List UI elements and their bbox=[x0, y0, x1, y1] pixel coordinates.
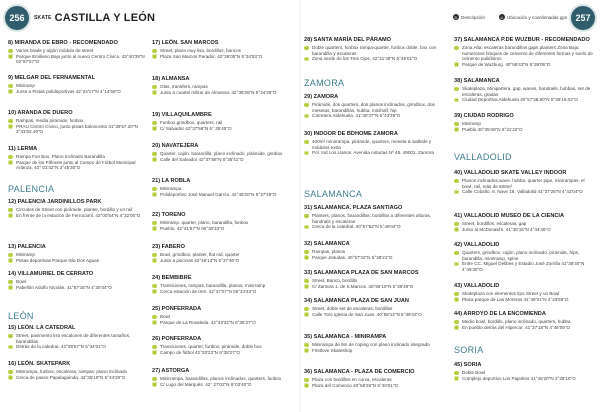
location-text: Junto a piscinas 42°46'13"N 6°37'46"O bbox=[160, 257, 240, 263]
location-text: Plaza del Comercio 40°58'26"N 5°40'01"O bbox=[312, 382, 399, 388]
spot-description bbox=[8, 333, 150, 344]
spot-entry bbox=[8, 244, 150, 263]
spot-entry bbox=[304, 131, 446, 156]
spot-location bbox=[454, 376, 596, 382]
spot-title: 23) FABERO bbox=[152, 244, 185, 250]
spot-entry bbox=[8, 325, 150, 350]
description-icon bbox=[454, 222, 459, 227]
description-icon bbox=[304, 279, 309, 284]
description-icon: D bbox=[454, 14, 458, 20]
description-text: Planters, planos, barandillas, bordillos a diferentes alturas, handrails y escaleras bbox=[312, 213, 431, 224]
spot-entry bbox=[304, 37, 446, 62]
spot-title: 18) ALMANSA bbox=[152, 76, 190, 82]
spot-location bbox=[454, 62, 596, 68]
location-icon bbox=[454, 127, 459, 132]
brand-small: SKATE bbox=[34, 15, 52, 22]
location-icon bbox=[454, 227, 459, 232]
spot-entry bbox=[304, 241, 446, 260]
location-icon bbox=[8, 160, 13, 165]
spot-title: 40) VALLADOLID SKATE VALLEY INDOOR bbox=[454, 170, 567, 176]
location-icon bbox=[304, 225, 309, 230]
spot-title: 9) MELGAR DEL FERNAMENTAL bbox=[8, 75, 96, 81]
spot-location bbox=[8, 54, 150, 65]
location-icon bbox=[8, 124, 13, 129]
spot-entry bbox=[454, 311, 596, 330]
spot-title: 26) PONFERRADA bbox=[152, 336, 202, 342]
location-text: Pueblo 40°35'49"N 6°31'22"O bbox=[462, 126, 523, 132]
description-icon bbox=[454, 122, 459, 127]
spot-title: 12) PALENCIA JARDINILLOS PARK bbox=[8, 199, 102, 205]
description-text: Rampas, media pirámide, funbox bbox=[16, 118, 84, 123]
spot-title: 24) BEMBIBRE bbox=[152, 275, 192, 281]
location-text: Pistas deportivas Parque Isla Dos Aguas bbox=[16, 257, 99, 263]
page-fold bbox=[299, 0, 301, 412]
spot-entry bbox=[304, 298, 446, 317]
location-icon bbox=[454, 62, 459, 67]
description-icon bbox=[304, 214, 309, 219]
spot-location bbox=[304, 113, 446, 119]
description-icon bbox=[304, 140, 309, 145]
spot-location bbox=[152, 90, 294, 96]
chapter-title bbox=[34, 12, 155, 24]
location-icon bbox=[454, 190, 459, 195]
location-icon bbox=[454, 376, 459, 381]
location-text: Calle del Salvador 42°37'58"N 5°35'41"O bbox=[160, 156, 244, 162]
location-text: Ciudad Deportiva Aldehuela 40°57'38.80"N 5°38'19.02"O bbox=[462, 97, 578, 103]
spot-title: 39) CIUDAD RODRIGO bbox=[454, 113, 514, 119]
spot-entry bbox=[304, 94, 446, 119]
spot-location bbox=[152, 289, 294, 295]
description-text: Planos inclinados,wave, hubba, quarter pipe, minirampas, el bowl, rail, más de 500m² bbox=[462, 178, 585, 189]
location-text: Calle Toro Iglesia de San Juan. 40°58'12"N 5°39'42"O bbox=[312, 311, 422, 317]
spot-title: 35) SALAMANCA - MINIRAMPA bbox=[304, 334, 387, 340]
description-icon bbox=[454, 292, 459, 297]
legend-description bbox=[453, 14, 485, 20]
location-text: Zona verde de los Tres Ojos. 42°21'38"N 5°45'01"O bbox=[312, 56, 418, 62]
location-text: Cerca de paseo Papalaguinda. 42°35'19"N 5°34'28"O bbox=[16, 374, 126, 380]
spot-entry bbox=[152, 76, 294, 95]
description-text: Miniramp, quarter, plano, barandilla, funbox bbox=[160, 220, 249, 225]
description-icon bbox=[8, 49, 13, 54]
spot-title: 43) VALLADOLID bbox=[454, 283, 500, 289]
description-text: Funbox,grindbox, quarters, rail bbox=[160, 120, 223, 125]
spot-location bbox=[454, 189, 596, 195]
description-icon bbox=[8, 208, 13, 213]
location-icon bbox=[152, 382, 157, 387]
description-text: Skateplaza, Minipartera, gap, wanes, handrails, hubbas, set de escaleras, gradas bbox=[462, 86, 591, 97]
location-text: C/ Salvador 42°37'58"N 5° 35'45"O bbox=[160, 125, 232, 131]
spot-entry bbox=[304, 270, 446, 289]
description-icon bbox=[152, 187, 157, 192]
spot-entry bbox=[152, 275, 294, 294]
spot-location bbox=[152, 126, 294, 132]
spot-entry bbox=[454, 113, 596, 132]
description-text: Skateplaza con elementos tipo Street y un Bowl bbox=[462, 291, 560, 296]
description-text: Miniramp bbox=[16, 252, 35, 257]
description-text: Medio bowl, bordillo, plano inclinado, quarters, hubba bbox=[462, 319, 571, 324]
region-heading: SORIA bbox=[454, 345, 484, 355]
spot-title: 37) SALAMANCA P.DE WUZBUR - RECOMENDADO bbox=[454, 37, 590, 43]
spot-title: 34) SALAMANCA PLAZA DE SAN JUAN bbox=[304, 298, 409, 304]
spot-entry bbox=[304, 369, 446, 388]
spot-location bbox=[454, 297, 596, 303]
description-text: Transiciones, quarter, funbox, pirámide, doble box bbox=[160, 344, 262, 349]
description-text: Minirampa bbox=[160, 186, 182, 191]
location-icon bbox=[152, 320, 157, 325]
description-text: Transiciones, rampas, barandilla, planos, minirramp bbox=[160, 283, 266, 288]
location-text: Parque Jesuitas. 40°57'32"N 5°38'21"O bbox=[312, 254, 393, 260]
spot-entry bbox=[454, 242, 596, 272]
spot-title: 33) SALAMANCA PLAZA DE SAN MARCOS bbox=[304, 270, 419, 276]
location-icon bbox=[454, 98, 459, 103]
spot-title: 38) SALAMANCA bbox=[454, 78, 500, 84]
spot-title: 45) SORIA bbox=[454, 362, 482, 368]
spot-title: 15) LEÓN. LA CATEDRAL bbox=[8, 325, 76, 331]
spot-title: 30) INDOOR DE BDHOME ZAMORA bbox=[304, 131, 398, 137]
spot-location bbox=[152, 226, 294, 232]
spot-title: 31) SALAMANCA. PLAZA SANTIAGO bbox=[304, 205, 403, 211]
description-icon bbox=[454, 371, 459, 376]
location-text: Firstlove Skateshop bbox=[312, 347, 353, 353]
spot-title: 27) ASTORGA bbox=[152, 368, 190, 374]
spot-title: 8) MIRANDA DE EBRO - RECOMENDADO bbox=[8, 40, 118, 46]
spot-entry bbox=[152, 368, 294, 387]
spot-location bbox=[454, 325, 596, 331]
description-icon bbox=[152, 221, 157, 226]
spot-title: 10) ARANDA DE DUERO bbox=[8, 110, 73, 116]
description-icon bbox=[8, 370, 13, 375]
spot-location bbox=[152, 350, 294, 356]
location-icon bbox=[304, 57, 309, 62]
spot-description bbox=[454, 86, 596, 97]
location-text: Junto al McDonald's. 41°38'15"N 4°44'45"O bbox=[462, 226, 551, 232]
description-text: Varios bowls y algún módulo de street bbox=[16, 48, 94, 53]
spot-description bbox=[304, 139, 446, 150]
spot-location bbox=[152, 157, 294, 163]
spot-location bbox=[8, 344, 150, 350]
spot-description bbox=[454, 178, 596, 189]
location-icon bbox=[304, 348, 309, 353]
spot-entry bbox=[152, 40, 294, 59]
location-icon bbox=[304, 151, 309, 156]
region-heading: ZAMORA bbox=[304, 78, 345, 88]
location-text: Junto a Pistas polideportivas 42°24'17"N 4°14'56"O bbox=[16, 88, 121, 94]
spot-location bbox=[152, 320, 294, 326]
description-text: Miniramp bbox=[462, 121, 481, 126]
description-text: Street, doble set de escaleras, bordillos bbox=[312, 306, 393, 311]
description-icon bbox=[304, 103, 309, 108]
description-text: Minirampa, funbox, escaleras, rampas, plano inclinado bbox=[16, 369, 128, 374]
location-icon bbox=[152, 90, 157, 95]
description-icon bbox=[304, 250, 309, 255]
description-text: Minirrampa, barandillas, planos inclinados, quarters, funbox bbox=[160, 376, 282, 381]
region-heading: VALLADOLID bbox=[454, 152, 512, 162]
location-text: C/ Lugo del Marqués. 42° 27'02"N 6°03'40"O bbox=[160, 381, 252, 387]
description-text: Bowl, grindbox, planter, flat rail, quarter bbox=[160, 252, 240, 257]
description-text: Street, pavimento liso escalones de diferentes tamaños, barandillas bbox=[16, 333, 131, 344]
location-icon bbox=[152, 126, 157, 131]
description-text: Minirampa de 9m de coping con plano inclinado integrado bbox=[312, 342, 430, 347]
description-icon bbox=[8, 334, 13, 339]
location-icon bbox=[8, 375, 13, 380]
location-icon bbox=[152, 258, 157, 263]
spot-entry bbox=[8, 146, 150, 171]
description-icon bbox=[304, 46, 309, 51]
spot-title: 29) ZAMORA bbox=[304, 94, 339, 100]
spot-location bbox=[8, 160, 150, 171]
spot-description bbox=[454, 250, 596, 261]
spot-location bbox=[8, 213, 150, 219]
spot-location bbox=[304, 383, 446, 389]
description-icon bbox=[152, 85, 157, 90]
spot-entry bbox=[152, 306, 294, 325]
location-text: Pol. Ind Los Llanos. Avenida Asturias Nº 48. 49001. Zamora bbox=[312, 150, 434, 156]
location-text: PRAU Centro Cívico, junto pistas baloncesto 41°39'57.20"N 3°41'53.49"O bbox=[16, 123, 138, 135]
spot-location bbox=[152, 258, 294, 264]
description-icon bbox=[304, 343, 309, 348]
location-text: Plaza parque de Las Moreras 41°39'31"N 4°43'56"O bbox=[462, 296, 569, 302]
description-icon bbox=[152, 253, 157, 258]
location-icon bbox=[8, 258, 13, 263]
description-icon bbox=[8, 253, 13, 258]
spot-title: 16) LEÓN. SKATEPARK bbox=[8, 361, 71, 367]
legend-label: Descripción bbox=[461, 14, 485, 20]
location-icon bbox=[152, 54, 157, 59]
location-icon bbox=[304, 114, 309, 119]
description-text: Bowl bbox=[160, 314, 170, 319]
spot-entry bbox=[304, 334, 446, 353]
location-text: Entre CC. Miguel Delibes y Estadio José Zorrilla 41°38'40"N 4°45'30"O bbox=[462, 261, 585, 272]
legend-label: Ubicación y coordenadas gps bbox=[507, 14, 568, 20]
spot-title: 44) ARROYO DE LA ENCOMIENDA bbox=[454, 311, 546, 317]
description-text: Rampas, planos bbox=[312, 249, 346, 254]
description-text: Quarters, grindbox, cajón, plano inclinado, pirámide, hips, barandilla, minirramp, spine bbox=[462, 250, 580, 261]
spot-entry bbox=[454, 78, 596, 103]
spot-entry bbox=[152, 112, 294, 131]
spot-description bbox=[304, 45, 446, 56]
description-text: Zona Alta: escaleras barandillas gaps planters Zona Baja: numerosos bloques de cemento de diferentes formas y suelo de cemento pulidísimo bbox=[462, 45, 593, 62]
spot-location bbox=[304, 284, 446, 290]
description-icon bbox=[152, 121, 157, 126]
legend-location bbox=[499, 14, 567, 20]
location-text: Polideportivo José Manuel García. 42°48'20"N 5°37'49"O bbox=[160, 191, 277, 197]
spot-location bbox=[152, 54, 294, 60]
region-heading: PALENCIA bbox=[8, 184, 55, 194]
spot-entry bbox=[152, 212, 294, 231]
description-icon bbox=[152, 345, 157, 350]
spot-location bbox=[152, 382, 294, 388]
description-text: Circuitos de Street con pirámide, planter, bordillo y un rail bbox=[16, 207, 133, 212]
spot-location bbox=[454, 97, 596, 103]
spot-entry bbox=[152, 244, 294, 263]
spot-location bbox=[152, 192, 294, 198]
spot-entry bbox=[8, 199, 150, 218]
description-text: Miniramp bbox=[16, 83, 35, 88]
spot-location bbox=[454, 127, 596, 133]
description-text: Street, Banco, bordillo bbox=[312, 278, 358, 283]
location-icon bbox=[454, 297, 459, 302]
location-icon bbox=[8, 213, 13, 218]
spot-description bbox=[304, 213, 446, 224]
location-icon bbox=[8, 54, 13, 59]
location-text: Carretera Aldehuela. 41°30'37"N 5°43'29"O bbox=[312, 113, 401, 119]
spot-location bbox=[304, 56, 446, 62]
description-icon bbox=[304, 378, 309, 383]
spot-location bbox=[304, 255, 446, 261]
location-text: Cerca de la catedral. 40°57'52"N 5°40'04"O bbox=[312, 224, 401, 230]
spot-location bbox=[304, 224, 446, 230]
spot-entry bbox=[152, 336, 294, 355]
spot-title: 22) TORENO bbox=[152, 212, 186, 218]
location-text: Parque de La Rosaleda. 42°43'32"N 6°36'27"O bbox=[160, 319, 256, 325]
spot-location bbox=[8, 89, 150, 95]
page-number-right: 257 bbox=[571, 6, 595, 30]
spot-title: 14) VILLAMURIEL DE CERRATO bbox=[8, 271, 94, 277]
region-heading: LEÓN bbox=[8, 311, 34, 321]
location-text: Parque de los Piñones junto al Campo de Fútbol Municipal Arlanza. 42° 01'42"N 3°45'30"O bbox=[16, 159, 136, 171]
location-icon bbox=[454, 325, 459, 330]
spot-entry bbox=[8, 271, 150, 290]
description-icon bbox=[454, 179, 459, 184]
description-icon bbox=[152, 377, 157, 382]
page-number-left: 256 bbox=[5, 6, 29, 30]
location-icon: U bbox=[500, 14, 504, 20]
location-icon bbox=[454, 262, 459, 267]
location-text: Cerca estación de tren. 42°37'07"N 06°24'43"O bbox=[160, 288, 257, 294]
spot-entry bbox=[152, 143, 294, 162]
spot-location bbox=[304, 348, 446, 354]
description-icon bbox=[8, 155, 13, 160]
spot-entry bbox=[454, 37, 596, 67]
spot-title: 28) SANTA MARÍA DEL PÁRAMO bbox=[304, 37, 392, 43]
description-icon bbox=[152, 152, 157, 157]
description-icon bbox=[454, 87, 459, 92]
spot-location bbox=[8, 285, 150, 291]
spot-location bbox=[454, 261, 596, 272]
spot-entry bbox=[454, 283, 596, 302]
spot-entry bbox=[8, 40, 150, 65]
spot-title: 25) PONFERRADA bbox=[152, 306, 202, 312]
spot-entry bbox=[8, 361, 150, 380]
spot-title: 21) LA ROBLA bbox=[152, 178, 191, 184]
spot-title: 42) VALLADOLID bbox=[454, 242, 500, 248]
location-text: Campo de fútbol 42°33'23"N 6°38'27"O bbox=[160, 349, 240, 355]
spot-title: 19) VILLAQUILAMBRE bbox=[152, 112, 212, 118]
spot-location bbox=[8, 258, 150, 264]
location-text: Parque de Wuzburg. 40°58'43"N 5°39'05"O bbox=[462, 61, 551, 67]
location-icon bbox=[152, 226, 157, 231]
location-text: Pueblo. 42°41'57"N 06°30'33"O bbox=[160, 225, 225, 231]
description-icon bbox=[8, 280, 13, 285]
spot-title: 20) NAVATEJERA bbox=[152, 143, 199, 149]
spot-title: 11) LERMA bbox=[8, 146, 38, 152]
spot-location bbox=[8, 124, 150, 135]
location-text: En frente de la estación de Ferrocarril. 42°00'54"N 4°32'00"O bbox=[16, 212, 141, 218]
spot-entry bbox=[454, 170, 596, 195]
description-icon bbox=[454, 46, 459, 51]
description-text: 400m² minirrampa, pirámide, quarters, meseta & wallride y módulos extra bbox=[312, 139, 432, 150]
spot-location bbox=[304, 150, 446, 156]
location-text: Detrás de la catedral. 42°35'57"N 5°34'01"O bbox=[16, 344, 106, 350]
location-icon bbox=[304, 383, 309, 388]
region-heading: SALAMANCA bbox=[304, 189, 363, 199]
spot-title: 17) LEÓN. SAN MARCOS bbox=[152, 40, 219, 46]
location-text: Junto a cuartel militar de Almansa. 42°36'26"N 5°34'36"O bbox=[160, 89, 277, 95]
location-icon bbox=[8, 89, 13, 94]
location-icon bbox=[152, 350, 157, 355]
spot-location bbox=[304, 312, 446, 318]
description-icon bbox=[454, 320, 459, 325]
location-text: Calle Cobalto, 8. Nave 18, Valladolid 41°37'25"N 4°42'04"O bbox=[462, 189, 583, 195]
description-text: Street, bordillos, escaleras, gap bbox=[462, 221, 527, 226]
spot-title: 32) SALAMANCA bbox=[304, 241, 350, 247]
spot-entry bbox=[8, 75, 150, 94]
description-icon bbox=[152, 49, 157, 54]
description-text: Doble quarters, funbox rampa-quarter, funbox doble, box con barandilla y escaleras bbox=[312, 45, 437, 56]
description-text: Quarter, cajón, barandilla, plano inclinado, pirámide, grinbox bbox=[160, 151, 283, 156]
spot-entry bbox=[454, 362, 596, 381]
description-text: Pirámide, dos quarters, dos planos inclinados, grindbox, dos mesetas, barandillas, hubba, minihalf, hip bbox=[312, 102, 435, 113]
location-icon bbox=[304, 312, 309, 317]
description-text: Rampa Fun Box, Plano Inclinado Barandilla bbox=[16, 154, 105, 159]
location-text: Complejo deportivo Los Pajaritos 41°45'20"N 2°28'10"O bbox=[462, 375, 576, 381]
description-text: Bowl bbox=[16, 279, 26, 284]
description-text: Street, plaza muy lisa, bordillos, bancos bbox=[160, 48, 241, 53]
location-icon bbox=[152, 289, 157, 294]
spot-title: 41) VALLADOLID MUSEO DE LA CIENCIA bbox=[454, 213, 565, 219]
spot-entry bbox=[454, 213, 596, 232]
location-icon bbox=[304, 284, 309, 289]
legend bbox=[453, 14, 577, 20]
description-icon bbox=[454, 251, 459, 256]
brand-title: CASTILLA Y LEÓN bbox=[54, 12, 156, 24]
spot-location bbox=[8, 375, 150, 381]
spot-description bbox=[454, 45, 596, 62]
spot-title: 13) PALENCIA bbox=[8, 244, 46, 250]
location-icon bbox=[152, 192, 157, 197]
description-icon bbox=[152, 315, 157, 320]
description-text: Olas, transfers, rampas bbox=[160, 84, 208, 89]
location-text: Pabellón Adolfo Nicolás. 41°57'16"N 4°30'44"O bbox=[16, 284, 112, 290]
description-icon bbox=[8, 84, 13, 89]
description-icon bbox=[304, 307, 309, 312]
description-text: Plaza con bordillos en curva, escaleras bbox=[312, 377, 392, 382]
description-icon bbox=[152, 284, 157, 289]
location-text: C/ Zamora 1. de S.Marcos. 40°58'10"N 5°39'49"O bbox=[312, 283, 414, 289]
spot-entry bbox=[8, 110, 150, 135]
location-icon bbox=[8, 345, 13, 350]
spot-entry bbox=[304, 205, 446, 230]
description-icon bbox=[8, 119, 13, 124]
location-icon bbox=[304, 255, 309, 260]
location-icon bbox=[152, 157, 157, 162]
location-text: Plaza San Marcos Parador. 42°36'05"N 5°34'53"O bbox=[160, 53, 263, 59]
spot-entry bbox=[152, 178, 294, 197]
location-icon bbox=[8, 285, 13, 290]
location-text: Parque Emiliano Bajo junto al nuevo Centro Cívico. 42°40'39"N 02°57'07"O bbox=[16, 53, 145, 65]
spot-title: 36) SALAMANCA - PLAZA DE COMERCIO bbox=[304, 369, 415, 375]
description-text: Doble Bowl bbox=[462, 370, 486, 375]
spot-location bbox=[454, 227, 596, 233]
location-text: En pueblo detrás del Hipercor. 41°37'18"N 4°46'09"O bbox=[462, 324, 571, 330]
spot-description bbox=[304, 102, 446, 113]
